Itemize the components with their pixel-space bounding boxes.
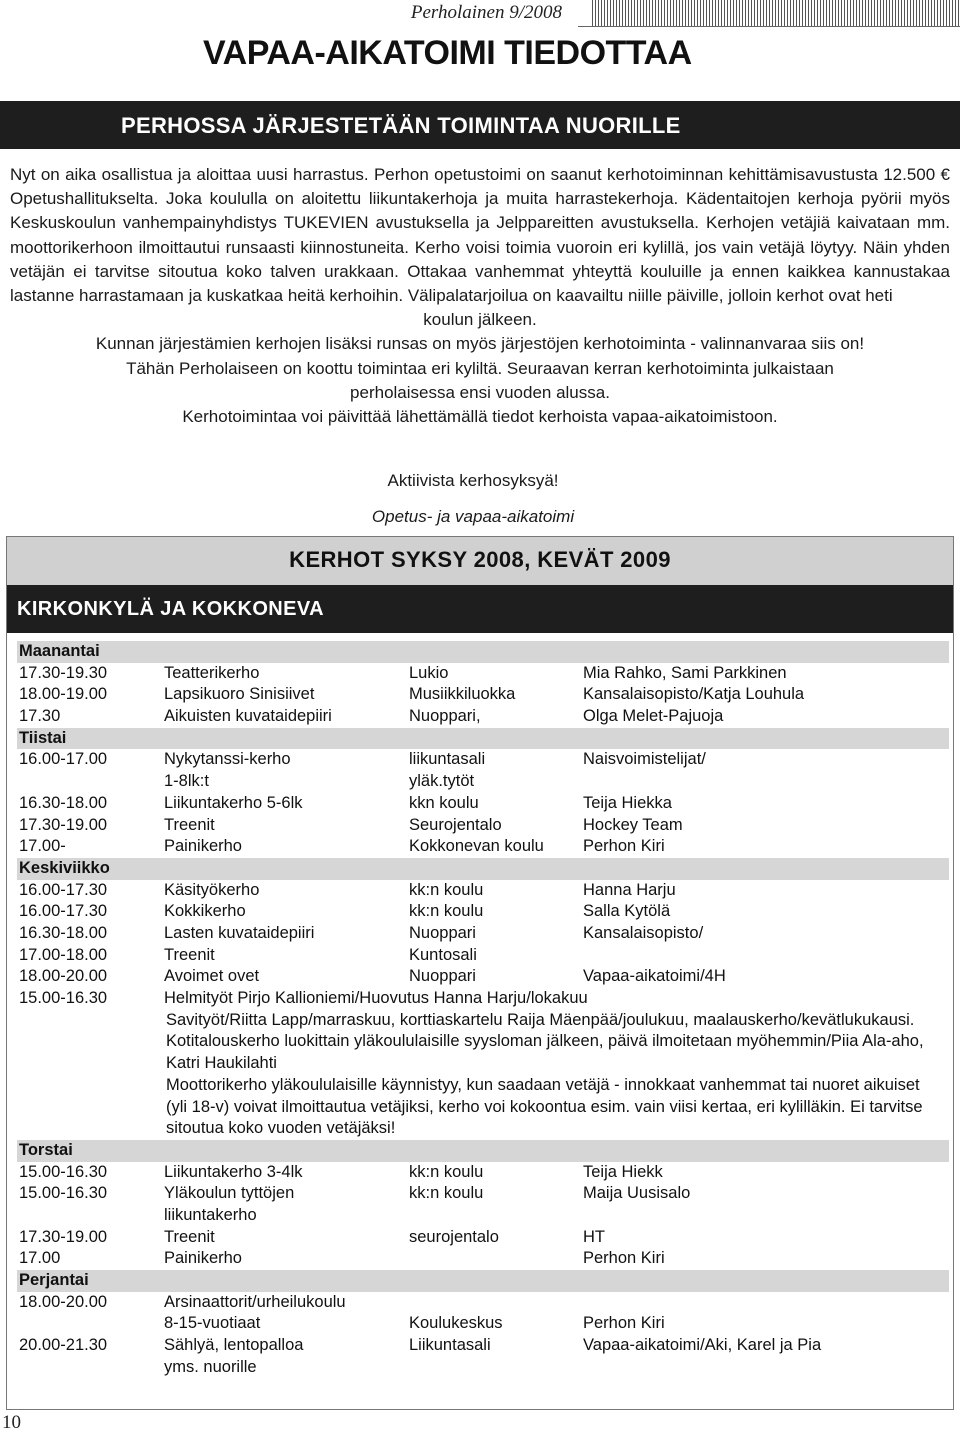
place-cell: kk:n koulu [409,1184,484,1203]
activity-cell: Sählyä, lentopalloa [164,1336,304,1355]
time-cell: 16.00-17.30 [19,880,108,899]
activity-cell: Helmityöt Pirjo Kallioniemi/Huovutus Hanna Harju/lokakuu [164,989,588,1007]
time-cell: 15.00-16.30 [19,1184,108,1203]
time-cell: 18.00-20.00 [19,1292,108,1311]
place-cell: Nuoppari [409,967,476,986]
time-cell [17,771,164,793]
table-row [17,1205,949,1227]
activity-cell: Lapsikuoro Sinisiivet [164,685,315,704]
day-heading: Perjantai [17,1270,949,1292]
time-cell [17,1357,164,1379]
table-row [17,1162,949,1184]
time-cell: 17.00- [19,837,66,856]
place-cell: kk:n koulu [409,902,484,921]
place-cell: kk:n koulu [409,880,484,899]
activity-cell: Arsinaattorit/urheilukoulu [164,1292,346,1311]
place-cell: Kuntosali [409,945,477,964]
organizer-cell [583,1205,949,1227]
activity-cell: Painikerho [164,1249,242,1268]
activity-cell: Nykytanssi-kerho [164,750,291,769]
activity-cell: Treenit [164,945,215,964]
table-row [17,1292,949,1314]
intro-line: Kerhotoimintaa voi päivittää lähettämällä tiedot kerhoista vapaa-aikatoimistoon. [182,407,778,427]
place-cell: kk:n koulu [409,1162,484,1181]
place-cell: Nuoppari [409,923,476,942]
table-row [17,706,949,728]
activity-cell: Treenit [164,815,215,834]
table-row [17,663,949,685]
table-row [17,988,949,1010]
organizer-cell: Naisvoimistelijat/ [583,750,706,769]
intro-line: koulun jälkeen. [423,310,537,330]
activity-cell: Yläkoulun tyttöjen [164,1184,295,1203]
schedule-note: Savityöt/Riitta Lapp/marraskuu, korttiaskartelu Raija Mäenpää/joulukuu, maalauskerho/kevätlukukausi. [166,1010,915,1029]
place-cell: liikuntasali [409,750,486,769]
activity-cell: Lasten kuvataidepiiri [164,923,315,942]
activity-cell: Liikuntakerho 3-4lk [164,1162,303,1181]
issue-label: Perholainen 9/2008 [410,2,562,23]
activity-cell: 8-15-vuotiaat [164,1314,261,1333]
place-cell: Kokkonevan koulu [409,837,544,856]
organizer-cell: Perhon Kiri [583,837,665,856]
time-cell: 17.30-19.30 [19,663,108,682]
table-row [17,923,949,945]
organizer-cell: Mia Rahko, Sami Parkkinen [583,663,787,682]
place-cell [409,1292,583,1314]
time-cell [17,1205,164,1227]
time-cell: 15.00-16.30 [19,1162,108,1181]
organizer-cell: Vapaa-aikatoimi/4H [583,967,726,986]
place-cell: seurojentalo [409,1227,499,1246]
time-cell [17,1313,164,1335]
table-row [17,1248,949,1270]
place-cell [409,1248,583,1270]
place-cell: Musiikkiluokka [409,685,516,704]
place-cell: yläk.tytöt [409,772,475,791]
activity-cell: 1-8lk:t [164,772,209,791]
intro-line: Kunnan järjestämien kerhojen lisäksi runsas on myös järjestöjen kerhotoiminta - valinnanvaraa siis on! [95,334,865,354]
table-row [17,793,949,815]
time-cell: 17.00-18.00 [19,945,108,964]
table-row [17,966,949,988]
table-row [17,1227,949,1249]
organizer-cell: Salla Kytölä [583,902,671,921]
schedule-table [17,641,949,1378]
activity-cell: liikuntakerho [164,1205,257,1224]
time-cell: 16.00-17.30 [19,902,108,921]
place-cell: Seurojentalo [409,815,502,834]
place-cell: Nuoppari, [409,707,481,726]
time-cell: 16.30-18.00 [19,923,108,942]
organizer-cell [583,771,949,793]
activity-cell: Treenit [164,1227,215,1246]
table-row [17,901,949,923]
time-cell: 17.30-19.00 [19,1227,108,1246]
organizer-cell: Teija Hiekk [583,1162,663,1181]
table-row [17,749,949,771]
day-heading: Keskiviikko [17,858,949,880]
table-row [17,1335,949,1357]
place-cell: Koulukeskus [409,1314,503,1333]
organizer-cell: Hockey Team [583,815,683,834]
page-title: VAPAA-AIKATOIMI TIEDOTTAA [203,34,692,72]
table-row [17,880,949,902]
place-cell [409,1205,583,1227]
area-title: KIRKONKYLÄ JA KOKKONEVA [17,598,324,620]
place-cell: Liikuntasali [409,1336,491,1355]
place-cell: kkn koulu [409,793,479,812]
activity-cell: Käsityökerho [164,880,260,899]
table-row [17,945,949,967]
organizer-cell [583,1357,949,1379]
organizer-cell: Vapaa-aikatoimi/Aki, Karel ja Pia [583,1336,822,1355]
schedule-title: KERHOT SYKSY 2008, KEVÄT 2009 [289,547,671,572]
table-row [17,1313,949,1335]
intro-paragraph: Nyt on aika osallistua ja aloittaa uusi harrastus. Perhon opetustoimi on saanut kerhotoiminnan kehittämisavustusta 12.500 € Opetushallitukselta. Joka koululla on aloitettu liikuntakerhoja ja muita harrastekerhoja. Kädentaitojen kerhoja pyörii myös Keskuskoulun vanhempainyhdistys TUKEVIEN avustuksella ja Jelppareitten avustuksella. Kerhojen vetäjiä kaivataan mm. moottorikerhoon ilmoittautui runsaasti kiinnostuneita. Kerho voisi toimia vuoroin eri kylillä, jos vain vetäjä löytyy. Näin yhden vetäjän ei tarvitse sitoutua koko talven urakkaan. Ottakaa vanhemmat yhteyttä kouluille ja ennen kaikkea kannustakaa lastanne harrastamaan ja kuskatkaa heitä kerhoihin. Välipalatarjoilua on kaavailtu niille päiville, jolloin kerhot ovat heti [10,165,950,306]
place-cell [409,1357,583,1379]
table-row [17,815,949,837]
area-banner [7,585,953,633]
section-banner [0,101,960,149]
section-banner-text: PERHOSSA JÄRJESTETÄÄN TOIMINTAA NUORILLE [121,113,681,138]
day-heading: Torstai [17,1140,949,1162]
organizer-cell: HT [583,1227,605,1246]
organizer-cell: Kansalaisopisto/ [583,923,704,942]
time-cell: 16.00-17.00 [19,750,108,769]
activity-cell: Teatterikerho [164,663,260,682]
table-row [17,771,949,793]
schedule-header [7,537,953,585]
time-cell: 17.30 [19,707,61,726]
header-hatch-bar [578,0,960,27]
place-cell: Lukio [409,663,449,682]
day-heading: Tiistai [17,728,949,750]
time-cell: 17.30-19.00 [19,815,108,834]
organizer-cell: Perhon Kiri [583,1314,665,1333]
table-row [17,1183,949,1205]
organizer-cell: Kansalaisopisto/Katja Louhula [583,685,805,704]
intro-line: Tähän Perholaiseen on koottu toimintaa eri kyliltä. Seuraavan kerran kerhotoiminta julkaistaan [126,358,834,378]
activity-cell: Avoimet ovet [164,967,260,986]
time-cell: 18.00-19.00 [19,685,108,704]
schedule-box [6,536,954,1410]
time-cell: 15.00-16.30 [19,989,108,1007]
organizer-cell [583,1292,949,1314]
activity-cell: yms. nuorille [164,1357,257,1376]
table-row [17,1357,949,1379]
time-cell: 16.30-18.00 [19,793,108,812]
activity-cell: Kokkikerho [164,902,246,921]
intro-line: perholaisessa ensi vuoden alussa. [350,382,610,402]
schedule-note: Kotitalouskerho luokittain yläkoululaisille syysloman jälkeen, päivä ilmoitetaan myöhemmin/Piia Ala-aho, Katri Haukilahti [166,1032,924,1073]
page-number: 10 [2,1412,21,1433]
time-cell: 18.00-20.00 [19,967,108,986]
activity-cell: Aikuisten kuvataidepiiri [164,707,332,726]
time-cell: 20.00-21.30 [19,1336,108,1355]
schedule-note: Moottorikerho yläkoululaisille käynnistyy, kun saadaan vetäjä - innokkaat vanhemmat tai nuoret aikuiset (yli 18-v) voivat ilmoittautua vetäjiksi, kerho voi kokoontua esim. vain viisi kertaa, eri kylilläkin. Ei tarvitse sitoutua koko vuoden vetäjäksi! [166,1075,923,1138]
table-row [17,836,949,858]
organizer-cell: Perhon Kiri [583,1249,665,1268]
organizer-cell: Hanna Harju [583,880,676,899]
day-heading: Maanantai [17,641,949,663]
organizer-cell: Teija Hiekka [583,793,672,812]
table-row [17,684,949,706]
organizer-cell [583,945,949,967]
time-cell: 17.00 [19,1249,61,1268]
intro-text [10,163,950,429]
organizer-cell: Olga Melet-Pajuoja [583,707,724,726]
signature: Opetus- ja vapaa-aikatoimi [371,507,575,526]
activity-cell: Painikerho [164,837,242,856]
activity-cell: Liikuntakerho 5-6lk [164,793,303,812]
organizer-cell: Maija Uusisalo [583,1184,691,1203]
greeting: Aktiivista kerhosyksyä! [387,471,559,490]
